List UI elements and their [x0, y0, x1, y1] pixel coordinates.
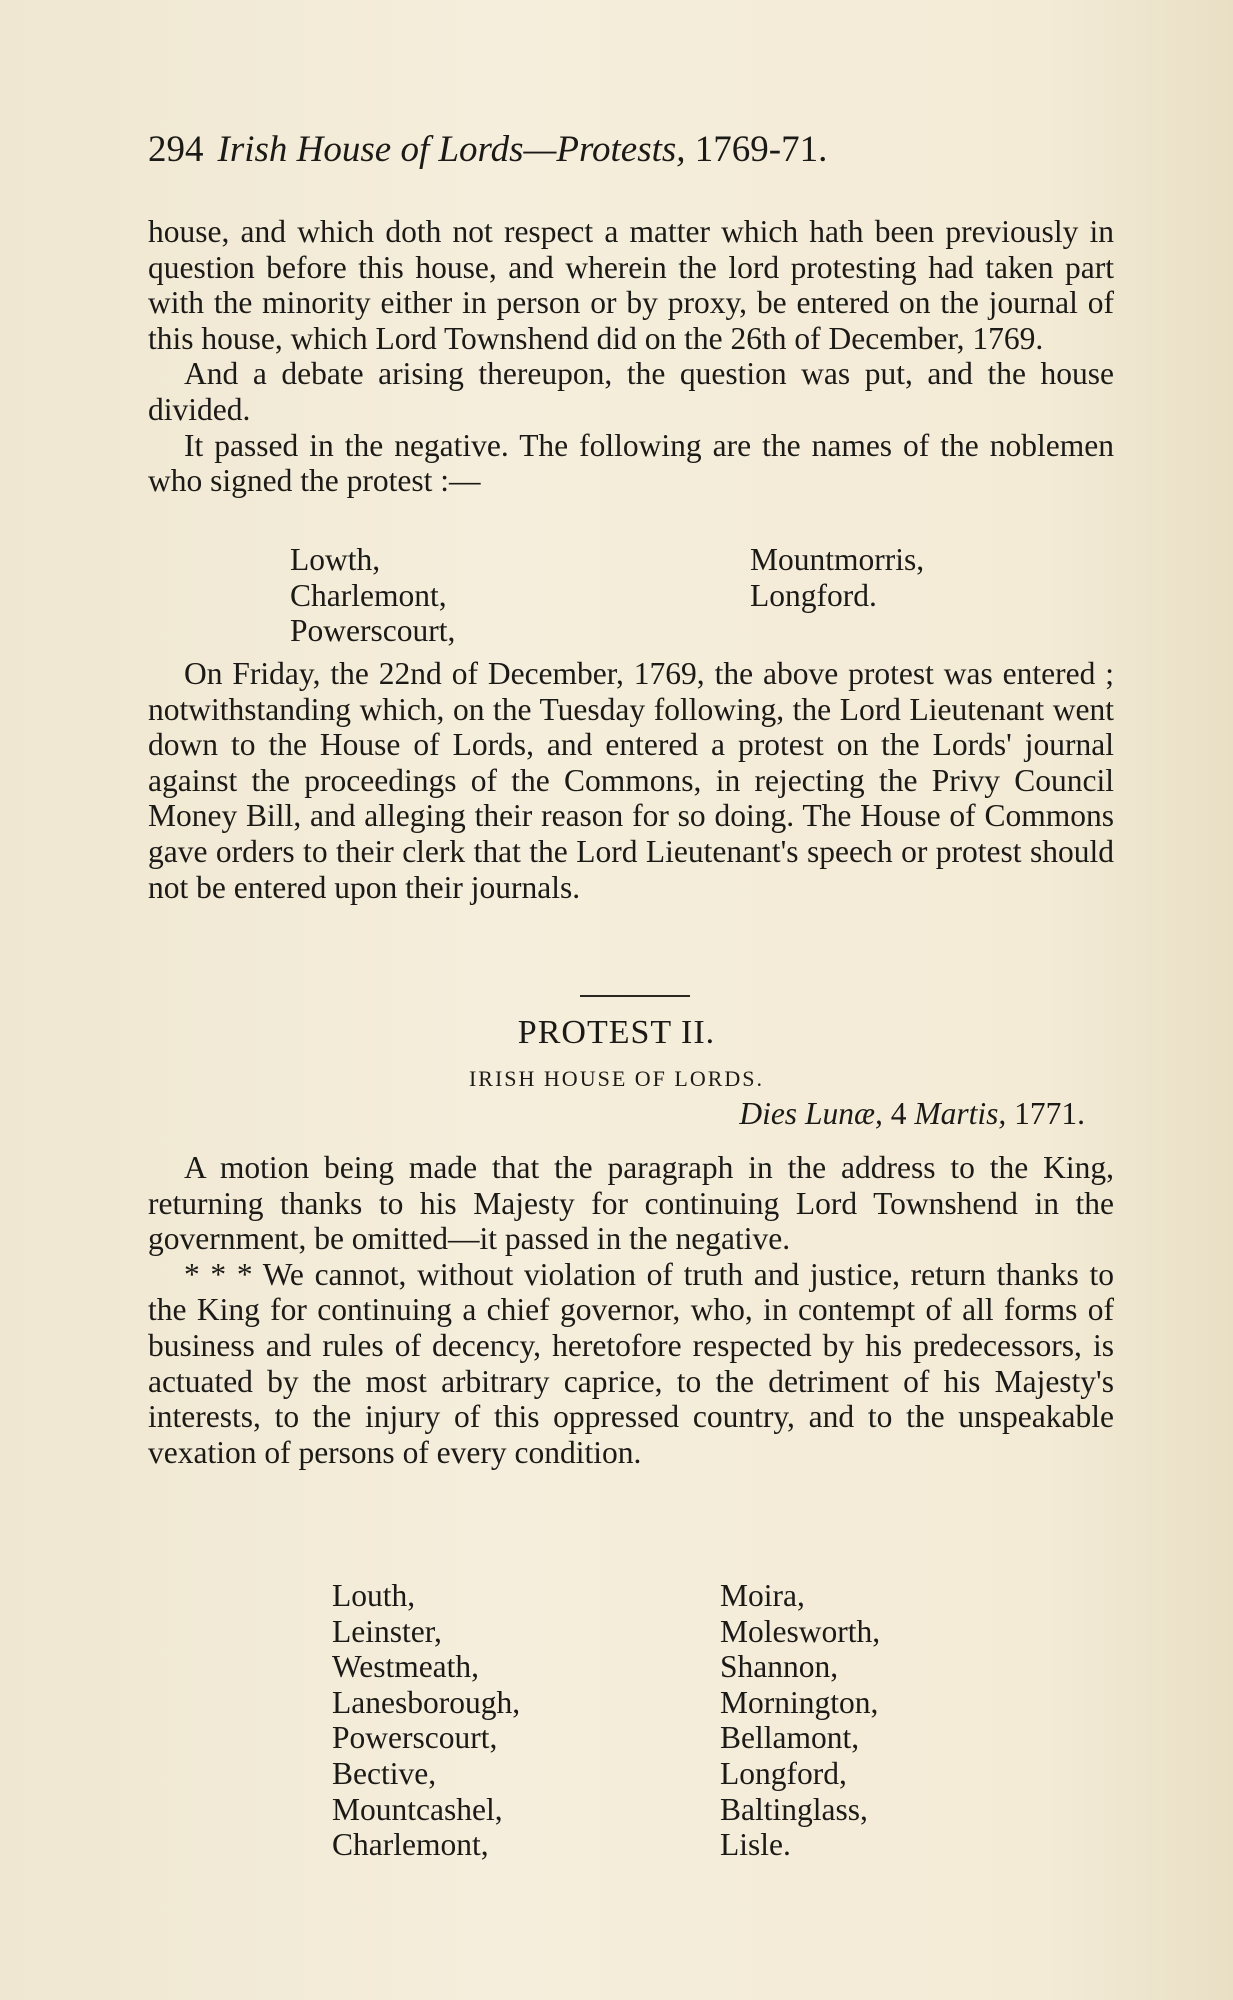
running-header [148, 128, 1108, 171]
signer-name: Charlemont, [290, 577, 447, 613]
signer-name: Mornington, [720, 1684, 879, 1720]
signers-list-2 [332, 1578, 1032, 1868]
signer-name: Mountmorris, [750, 542, 925, 577]
protest-subheading: IRISH HOUSE OF LORDS. [468, 1066, 765, 1091]
signer-name: Charlemont, [332, 1827, 489, 1863]
paragraph: On Friday, the 22nd of December, 1769, the above protest was entered ; notwithstanding which, on the Tuesday following, the Lord Lieutenant went down to the House of Lords, and entered a protest on the Lords' journal against the proceedings of the Commons, in rejecting the Privy Council Money Bill, and alleging their reason for so doing. The House of Commons gave orders to their clerk that the Lord Lieutenant's speech or protest should not be entered upon their journals. [148, 656, 1114, 905]
signers-right-column [750, 542, 924, 613]
signer-name: Molesworth, [720, 1613, 881, 1649]
section1-closing-text [148, 656, 1114, 905]
signers-list-1 [290, 542, 990, 652]
section1-text [148, 214, 1114, 499]
signers-left-column [332, 1578, 520, 1863]
signer-name: Lowth, [290, 542, 381, 577]
section2-text [148, 1150, 1114, 1470]
signer-name: Powerscourt, [332, 1720, 498, 1756]
running-title: Irish House of Lords—Protests, [217, 129, 686, 170]
signers-left-column [290, 542, 455, 649]
signer-name: Westmeath, [332, 1649, 480, 1685]
signer-name: Powerscourt, [290, 613, 456, 649]
signer-name: Lanesborough, [332, 1684, 521, 1720]
signer-name: Moira, [720, 1578, 805, 1613]
paragraph: And a debate arising thereupon, the question was put, and the house divided. [148, 356, 1114, 427]
paragraph: It passed in the negative. The following are the names of the noblemen who signed the protest :— [148, 427, 1114, 499]
running-years: 1769-71. [694, 129, 828, 170]
signer-name: Bellamont, [720, 1720, 860, 1756]
dateline: Dies Lunæ, 4 Martis, 1771. [739, 1096, 1085, 1131]
signer-name: Bective, [332, 1755, 437, 1791]
signer-name: Shannon, [720, 1649, 839, 1685]
paragraph: A motion being made that the paragraph in the address to the King, returning thanks to his Majesty for continuing Lord Townshend in the government, be omitted—it passed in the negative. [148, 1150, 1114, 1257]
paragraph: * * * We cannot, without violation of truth and justice, return thanks to the King for continuing a chief governor, who, in contempt of all forms of business and rules of decency, heretofore respected by his predecessors, is actuated by the most arbitrary caprice, to the detriment of his Majesty's interests, to the injury of this oppressed country, and to the unspeakable vexation of persons of every condition. [148, 1256, 1114, 1470]
signers-right-column [720, 1578, 880, 1863]
signer-name: Louth, [332, 1578, 416, 1613]
paragraph: house, and which doth not respect a matter which hath been previously in question before this house, and wherein the lord protesting had taken part with the minority either in person or by proxy, be entered on the journal of this house, which Lord Townshend did on the 26th of December, 1769. [148, 214, 1114, 356]
signer-name: Baltinglass, [720, 1791, 868, 1827]
protest-heading: PROTEST II. [517, 1014, 716, 1051]
page-number: 294 [148, 129, 204, 170]
signer-name: Leinster, [332, 1613, 442, 1649]
signer-name: Longford, [720, 1755, 847, 1791]
signer-name: Longford. [750, 577, 877, 613]
signer-name: Lisle. [720, 1827, 791, 1863]
signer-name: Mountcashel, [332, 1791, 503, 1827]
section-divider [580, 995, 690, 997]
